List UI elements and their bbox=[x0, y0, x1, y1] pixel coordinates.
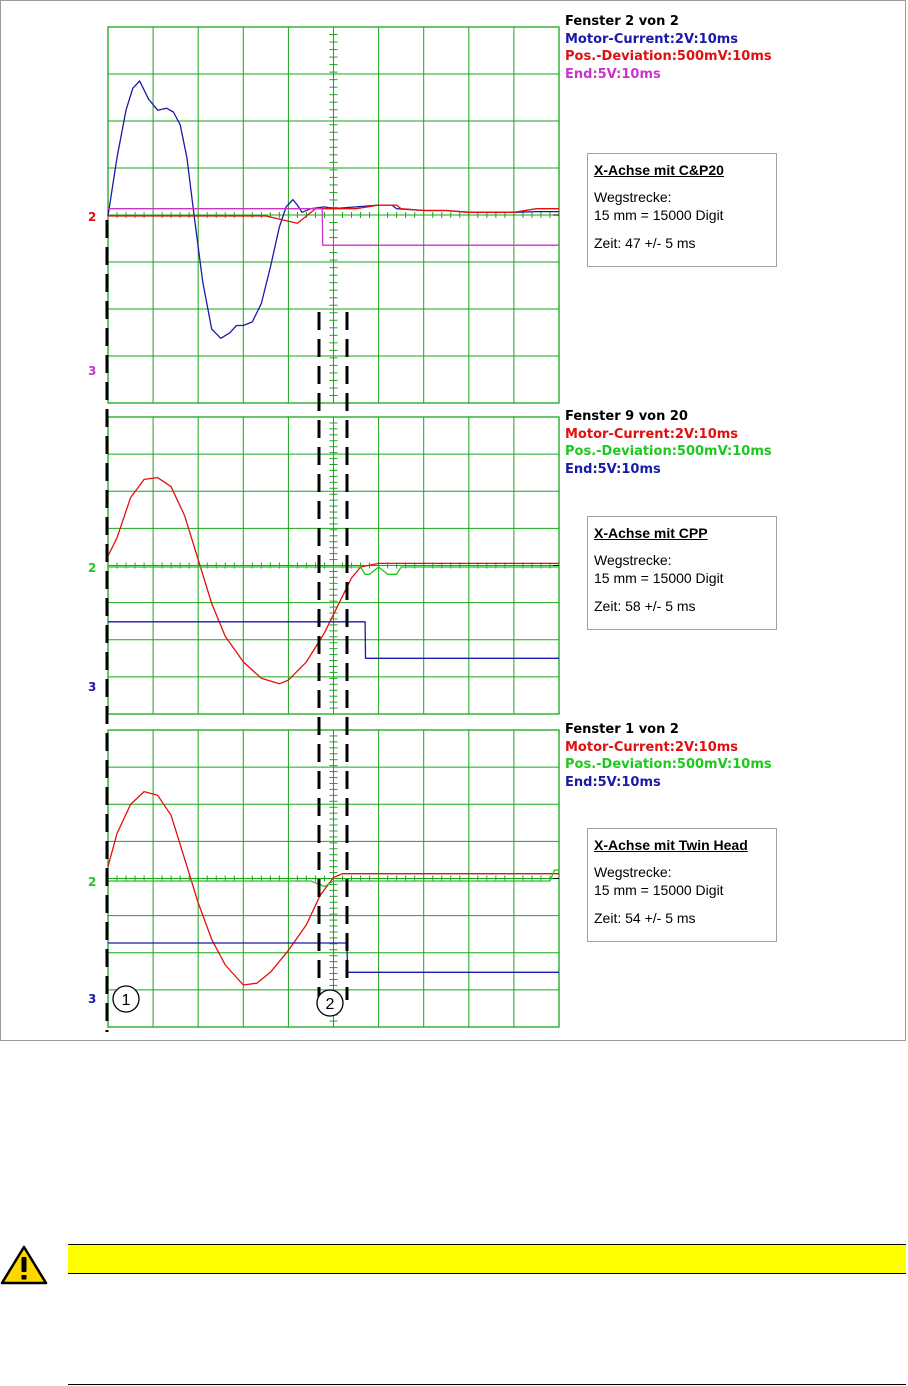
channel-marker-2: 2 bbox=[88, 875, 97, 889]
channel-marker-2: 2 bbox=[88, 210, 97, 224]
panel-2-title: Fenster 9 von 20 bbox=[565, 409, 688, 424]
panel-3-legend-motor-current: Motor-Current:2V:10ms bbox=[565, 739, 739, 755]
panel-3-legend-pos-deviation: Pos.-Deviation:500mV:10ms bbox=[565, 757, 772, 772]
panel-1-title: Fenster 2 von 2 bbox=[565, 14, 679, 29]
marker-label-2: 2 bbox=[325, 996, 335, 1013]
info-box-heading: X-Achse mit CPP bbox=[594, 525, 708, 541]
info-box-distance-label: Wegstrecke: bbox=[594, 864, 672, 880]
info-box-distance-value: 15 mm = 15000 Digit bbox=[594, 570, 724, 586]
info-box-panel-2 bbox=[587, 516, 777, 630]
info-box-panel-1 bbox=[587, 153, 777, 267]
marker-label-1: 1 bbox=[121, 992, 131, 1009]
panel-1-legend-end: End:5V:10ms bbox=[565, 66, 661, 82]
channel-marker-3: 3 bbox=[88, 364, 97, 378]
info-box-distance-value: 15 mm = 15000 Digit bbox=[594, 207, 724, 223]
panel-2-legend-pos-deviation: Pos.-Deviation:500mV:10ms bbox=[565, 444, 772, 459]
panel-3-legend-end: End:5V:10ms bbox=[565, 774, 661, 790]
footer-rule bbox=[68, 1384, 906, 1385]
warning-triangle-icon bbox=[0, 1245, 48, 1285]
channel-marker-3: 3 bbox=[88, 992, 97, 1006]
info-box-distance-label: Wegstrecke: bbox=[594, 189, 672, 205]
channel-marker-2: 2 bbox=[88, 561, 97, 575]
legend-panel-2 bbox=[565, 408, 772, 478]
info-box-time: Zeit: 54 +/- 5 ms bbox=[594, 910, 696, 926]
panel-1-legend-pos-deviation: Pos.-Deviation:500mV:10ms bbox=[565, 49, 772, 64]
info-box-distance-label: Wegstrecke: bbox=[594, 552, 672, 568]
panel-2-legend-end: End:5V:10ms bbox=[565, 461, 661, 477]
info-box-time: Zeit: 47 +/- 5 ms bbox=[594, 235, 696, 251]
warning-bar bbox=[68, 1244, 906, 1274]
info-box-heading: X-Achse mit Twin Head bbox=[594, 837, 748, 853]
legend-panel-3 bbox=[565, 721, 772, 791]
panel-3-title: Fenster 1 von 2 bbox=[565, 722, 679, 737]
info-box-heading: X-Achse mit C&P20 bbox=[594, 162, 724, 178]
info-box-distance-value: 15 mm = 15000 Digit bbox=[594, 882, 724, 898]
info-box-panel-3 bbox=[587, 828, 777, 942]
info-box-time: Zeit: 58 +/- 5 ms bbox=[594, 598, 696, 614]
panel-2-legend-motor-current: Motor-Current:2V:10ms bbox=[565, 426, 739, 442]
panel-1-legend-motor-current: Motor-Current:2V:10ms bbox=[565, 31, 739, 47]
channel-marker-3: 3 bbox=[88, 680, 97, 694]
legend-panel-1 bbox=[565, 13, 772, 83]
